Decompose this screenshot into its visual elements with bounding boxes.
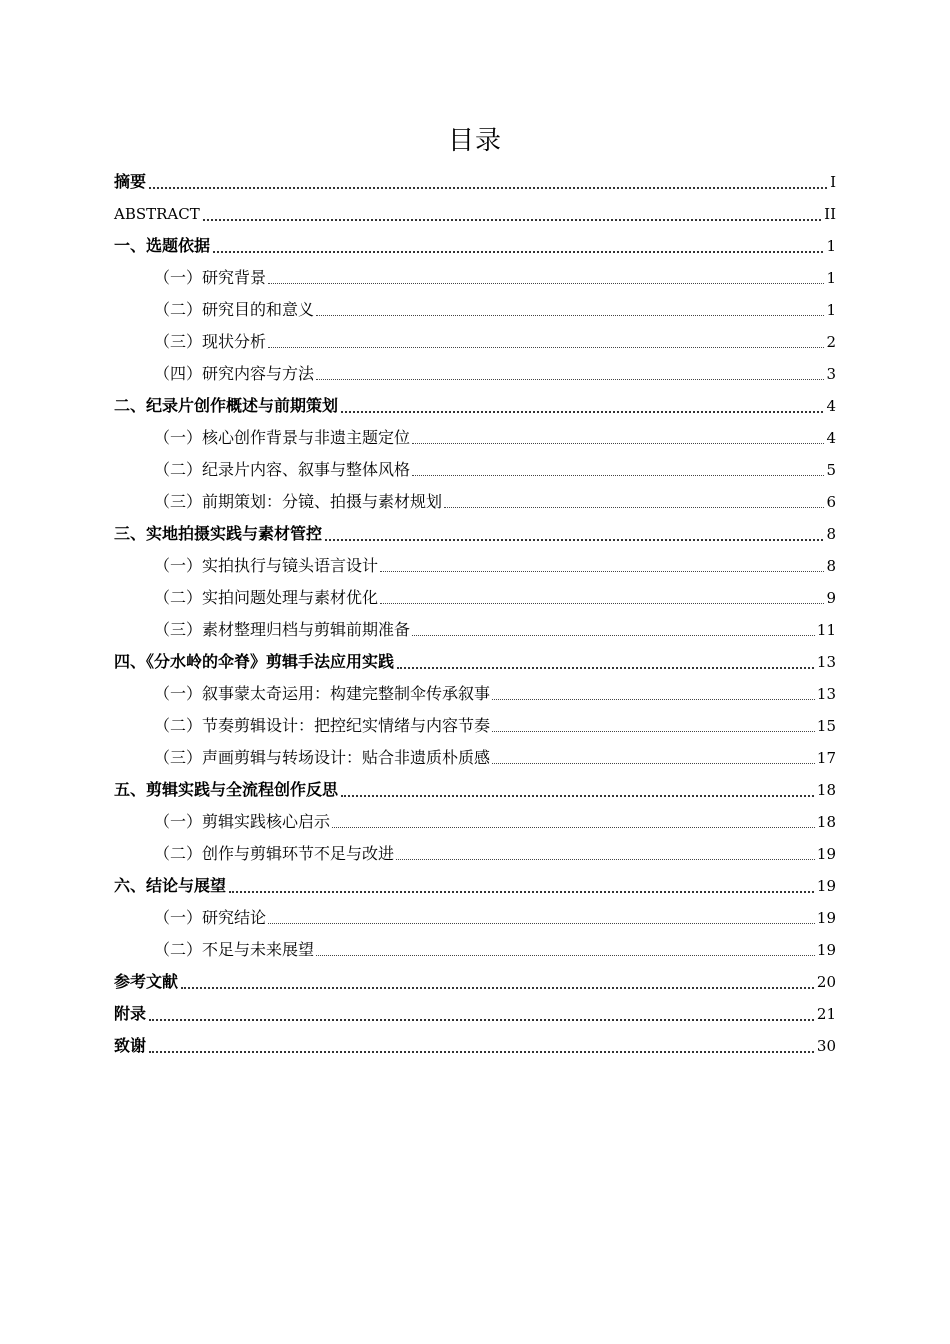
toc-entry-page-number: 19 [816, 941, 836, 959]
toc-dot-leader [380, 603, 824, 604]
toc-entry-label: （三）现状分析 [154, 332, 267, 351]
toc-entry-page-number: 9 [826, 589, 836, 607]
toc-subentry[interactable] [114, 902, 836, 934]
toc-entry-page-number: 3 [826, 365, 836, 383]
toc-dot-leader [268, 347, 824, 348]
toc-dot-leader [341, 795, 814, 797]
toc-subentry[interactable] [114, 614, 836, 646]
toc-subentry[interactable] [114, 262, 836, 294]
toc-entry[interactable] [114, 1030, 836, 1062]
toc-dot-leader [397, 667, 814, 669]
toc-dot-leader [492, 699, 815, 700]
toc-dot-leader [396, 859, 815, 860]
toc-entry[interactable] [114, 166, 836, 198]
toc-entry-label: （二）实拍问题处理与素材优化 [154, 588, 379, 607]
toc-entry-label: （二）节奏剪辑设计：把控纪实情绪与内容节奏 [154, 716, 491, 735]
toc-subentry[interactable] [114, 934, 836, 966]
toc-subentry[interactable] [114, 582, 836, 614]
toc-entry-label: （一）叙事蒙太奇运用：构建完整制伞传承叙事 [154, 684, 491, 703]
toc-entry-page-number: 6 [826, 493, 836, 511]
toc-entry-page-number: 19 [816, 909, 836, 927]
toc-entry-page-number: 15 [816, 717, 836, 735]
toc-title: 目录 [447, 126, 502, 156]
toc-entry-page-number: 1 [826, 301, 836, 319]
toc-entry-label: （一）实拍执行与镜头语言设计 [154, 556, 379, 575]
toc-entry-page-number: II [824, 205, 836, 223]
toc-subentry[interactable] [114, 294, 836, 326]
toc-entry-label: （一）研究背景 [154, 268, 267, 287]
toc-subentry[interactable] [114, 806, 836, 838]
toc-subentry[interactable] [114, 550, 836, 582]
toc-entry-label: 四、《分水岭的伞脊》剪辑手法应用实践 [114, 652, 395, 671]
toc-entry[interactable] [114, 518, 836, 550]
toc-dot-leader [229, 891, 814, 893]
toc-entry-label: （三）素材整理归档与剪辑前期准备 [154, 620, 411, 639]
toc-entry-label: （二）纪录片内容、叙事与整体风格 [154, 460, 411, 479]
toc-entry-label: 二、纪录片创作概述与前期策划 [114, 396, 339, 415]
toc-entry-label: 三、实地拍摄实践与素材管控 [114, 524, 323, 543]
toc-entry-label: （二）不足与未来展望 [154, 940, 315, 959]
toc-entry-page-number: 13 [816, 653, 836, 671]
toc-entry-page-number: 8 [826, 525, 836, 543]
toc-entry-page-number: 30 [816, 1037, 836, 1055]
toc-dot-leader [412, 443, 824, 444]
toc-entry-page-number: 19 [816, 845, 836, 863]
toc-dot-leader [149, 187, 827, 189]
toc-entry-label: 致谢 [114, 1036, 147, 1055]
toc-subentry[interactable] [114, 454, 836, 486]
toc-dot-leader [213, 251, 823, 253]
toc-entry-page-number: 19 [816, 877, 836, 895]
toc-dot-leader [149, 1051, 814, 1053]
toc-entry-label: 摘要 [114, 172, 147, 191]
toc-subentry[interactable] [114, 838, 836, 870]
toc-dot-leader [412, 475, 824, 476]
toc-entry-page-number: 4 [826, 429, 836, 447]
toc-entry[interactable] [114, 390, 836, 422]
toc-entry-page-number: 20 [816, 973, 836, 991]
toc-subentry[interactable] [114, 486, 836, 518]
toc-entry[interactable] [114, 774, 836, 806]
toc-subentry[interactable] [114, 742, 836, 774]
toc-dot-leader [492, 763, 815, 764]
toc-entry-page-number: 18 [816, 781, 836, 799]
toc-entry-label: （四）研究内容与方法 [154, 364, 315, 383]
toc-entry-label: （三）前期策划：分镜、拍摄与素材规划 [154, 492, 443, 511]
toc-entry-page-number: 8 [826, 557, 836, 575]
toc-entry-label: 六、结论与展望 [114, 876, 227, 895]
toc-entry-label: 一、选题依据 [114, 236, 211, 255]
toc-dot-leader [203, 219, 821, 221]
toc-entry-label: （二）创作与剪辑环节不足与改进 [154, 844, 395, 863]
toc-entry-page-number: 1 [826, 269, 836, 287]
toc-dot-leader [268, 283, 824, 284]
toc-entry-page-number: 11 [816, 621, 836, 639]
toc-entry-label: （一）研究结论 [154, 908, 267, 927]
toc-entry[interactable] [114, 966, 836, 998]
toc-entry-label: （一）剪辑实践核心启示 [154, 812, 331, 831]
toc-entry-page-number: I [830, 173, 836, 191]
toc-dot-leader [316, 379, 824, 380]
toc-list [114, 166, 836, 1062]
toc-entry-label: （三）声画剪辑与转场设计：贴合非遗质朴质感 [154, 748, 491, 767]
toc-entry-page-number: 1 [826, 237, 836, 255]
toc-entry[interactable] [114, 870, 836, 902]
toc-entry-page-number: 18 [816, 813, 836, 831]
toc-subentry[interactable] [114, 422, 836, 454]
toc-entry[interactable] [114, 998, 836, 1030]
toc-entry[interactable] [114, 198, 836, 230]
toc-dot-leader [325, 539, 823, 541]
toc-entry-page-number: 21 [816, 1005, 836, 1023]
toc-dot-leader [316, 955, 815, 956]
toc-dot-leader [181, 987, 814, 989]
toc-entry-label: （二）研究目的和意义 [154, 300, 315, 319]
toc-entry-page-number: 5 [826, 461, 836, 479]
toc-dot-leader [412, 635, 815, 636]
toc-entry-page-number: 17 [816, 749, 836, 767]
toc-subentry[interactable] [114, 678, 836, 710]
toc-dot-leader [268, 923, 815, 924]
toc-subentry[interactable] [114, 326, 836, 358]
toc-entry[interactable] [114, 646, 836, 678]
toc-dot-leader [316, 315, 824, 316]
toc-dot-leader [380, 571, 824, 572]
toc-subentry[interactable] [114, 358, 836, 390]
toc-entry-label: ABSTRACT [114, 205, 200, 223]
toc-entry-page-number: 13 [816, 685, 836, 703]
toc-dot-leader [492, 731, 815, 732]
toc-entry-page-number: 4 [826, 397, 836, 415]
toc-dot-leader [149, 1019, 814, 1021]
toc-entry-label: 附录 [114, 1004, 147, 1023]
toc-dot-leader [444, 507, 824, 508]
toc-entry-label: 五、剪辑实践与全流程创作反思 [114, 780, 339, 799]
toc-entry[interactable] [114, 230, 836, 262]
toc-subentry[interactable] [114, 710, 836, 742]
toc-entry-label: 参考文献 [114, 972, 179, 991]
toc-dot-leader [341, 411, 823, 413]
toc-dot-leader [332, 827, 815, 828]
toc-entry-label: （一）核心创作背景与非遗主题定位 [154, 428, 411, 447]
toc-entry-page-number: 2 [826, 333, 836, 351]
